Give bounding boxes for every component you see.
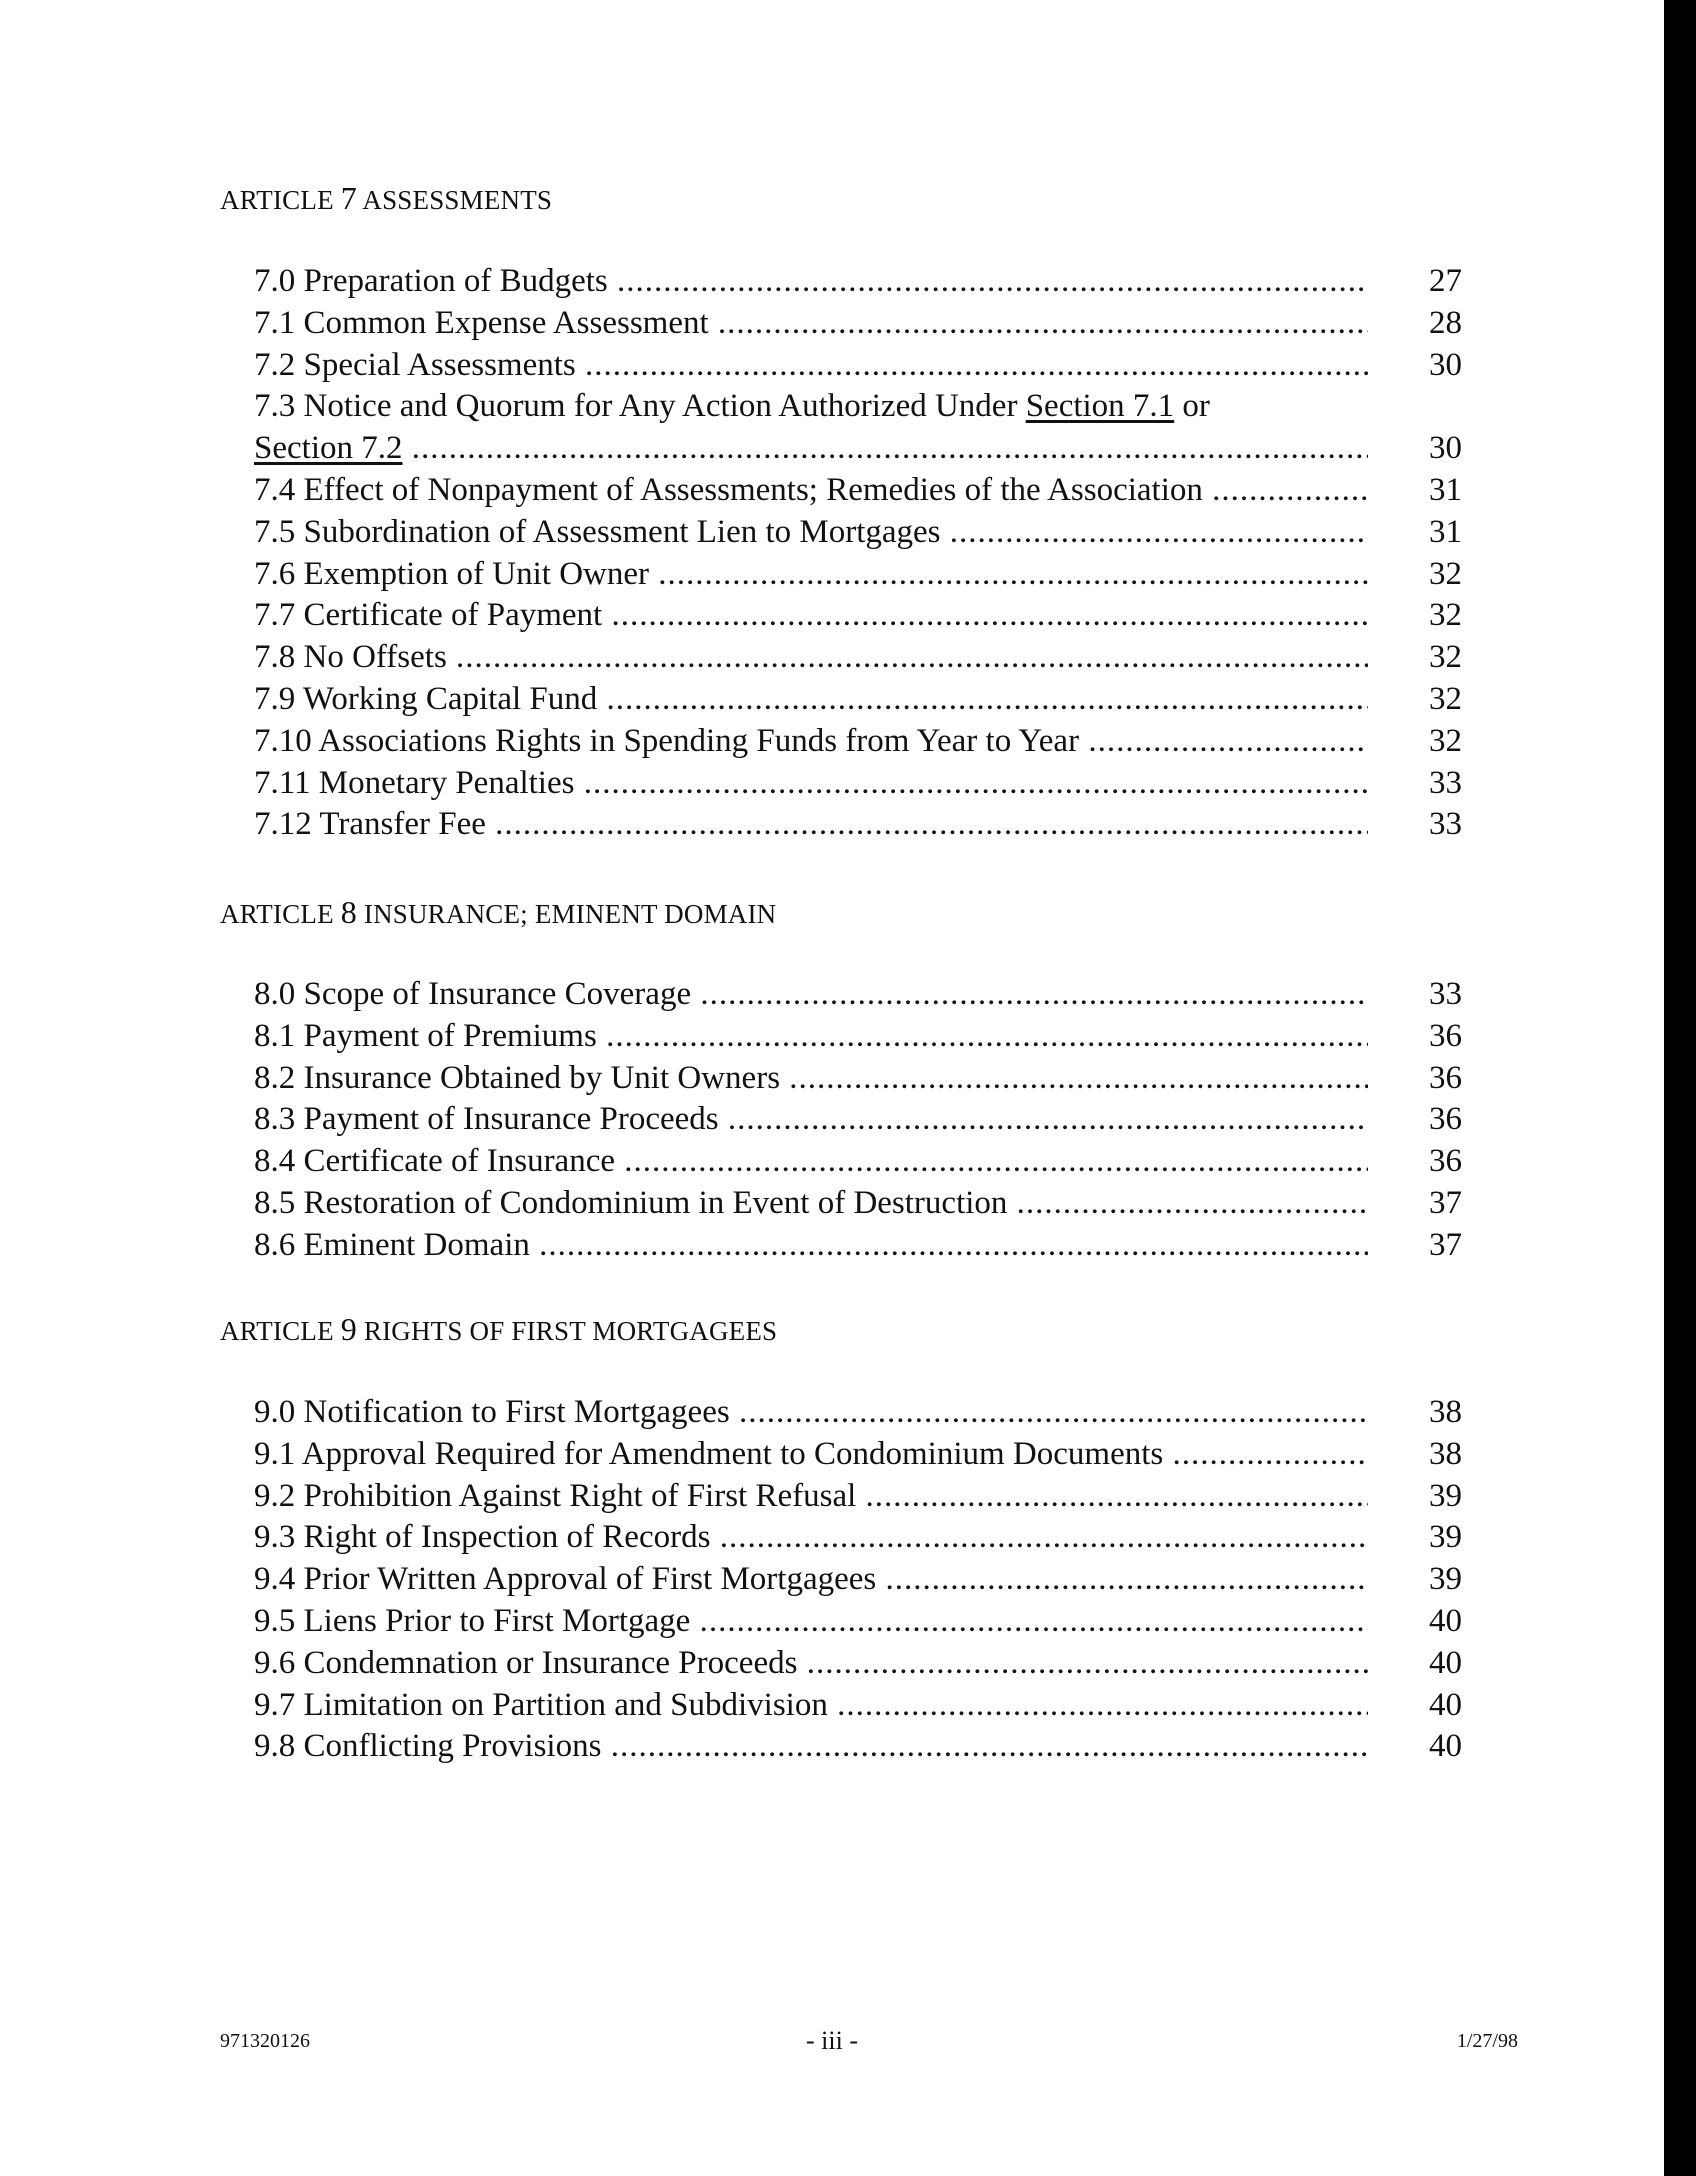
toc-entry-title: Prior Written Approval of First Mortgagees [303, 1561, 877, 1598]
toc-entry-number: 7.6 [254, 555, 296, 592]
toc-entry-title: Restoration of Condominium in Event of Destruction [303, 1184, 1008, 1221]
toc-entry[interactable] [254, 721, 1462, 763]
toc-entry[interactable] [254, 974, 1462, 1016]
toc-entry-page: 31 [1429, 513, 1462, 550]
toc-entry[interactable] [254, 1141, 1462, 1183]
toc-entry-page: 33 [1429, 806, 1462, 843]
toc-entry[interactable] [254, 1685, 1462, 1727]
article-title: RIGHTS OF FIRST MORTGAGEES [363, 1316, 778, 1346]
toc-entry-multiline-line2[interactable] [254, 428, 1462, 470]
toc-entry[interactable] [254, 1726, 1462, 1768]
toc-entry-number: 7.1 [254, 304, 296, 341]
toc-entry[interactable] [254, 763, 1462, 805]
toc-entry-number: 8.3 [254, 1101, 296, 1138]
toc-entry-number: 7.0 [254, 263, 296, 299]
toc-entry-page: 36 [1429, 1101, 1462, 1138]
toc-entry[interactable] [254, 1643, 1462, 1685]
toc-entry[interactable] [254, 554, 1462, 596]
toc-entry-page: 39 [1429, 1477, 1462, 1514]
toc-list-article-8 [254, 974, 1462, 1267]
toc-entry-page: 36 [1429, 1017, 1462, 1054]
toc-entry-page: 27 [1429, 263, 1462, 299]
toc-entry-page: 28 [1429, 304, 1462, 341]
toc-entry-title: Insurance Obtained by Unit Owners [303, 1059, 781, 1096]
toc-entry-page: 32 [1429, 722, 1462, 759]
toc-entry-title: Effect of Nonpayment of Assessments; Remedies of the Association [303, 471, 1203, 508]
article-number: 9 [340, 1311, 357, 1347]
toc-entry-page: 38 [1429, 1394, 1462, 1430]
toc-entry[interactable] [254, 303, 1462, 345]
toc-entry-number: 7.4 [254, 471, 296, 508]
footer-doc-number: 971320126 [220, 2030, 310, 2052]
toc-entry[interactable] [254, 345, 1462, 387]
toc-entry-multiline-line1[interactable] [254, 386, 1462, 428]
toc-entry[interactable] [254, 637, 1462, 679]
toc-entry-page: 38 [1429, 1435, 1462, 1472]
toc-entry-title: Eminent Domain [303, 1226, 530, 1263]
toc-entry[interactable] [254, 1392, 1462, 1434]
toc-entry-page: 39 [1429, 1519, 1462, 1556]
toc-entry[interactable] [254, 1099, 1462, 1141]
section-link[interactable]: Section 7.1 [1025, 388, 1175, 425]
toc-entry-number: 7.10 [254, 722, 312, 759]
toc-entry-title: Limitation on Partition and Subdivision [303, 1686, 828, 1723]
toc-entry-page: 33 [1429, 976, 1462, 1012]
toc-entry-number: 9.3 [254, 1519, 296, 1556]
toc-list-article-7 [254, 261, 1462, 846]
toc-entry-title: Approval Required for Amendment to Condominium Documents [301, 1435, 1164, 1472]
toc-entry[interactable] [254, 512, 1462, 554]
toc-entry[interactable] [254, 1016, 1462, 1058]
toc-entry-number: 7.2 [254, 346, 296, 383]
toc-entry[interactable] [254, 804, 1462, 846]
article-label: ARTICLE [220, 185, 334, 215]
toc-entry-page: 32 [1429, 639, 1462, 676]
toc-entry-number: 9.0 [254, 1394, 296, 1430]
toc-entry-title: Certificate of Insurance [303, 1143, 616, 1180]
toc-entry-number: 7.8 [254, 639, 296, 676]
toc-entry[interactable] [254, 679, 1462, 721]
toc-entry-title: Payment of Premiums [303, 1017, 597, 1054]
toc-entry-page: 36 [1429, 1143, 1462, 1180]
toc-entry[interactable] [254, 1559, 1462, 1601]
toc-entry-number: 9.2 [254, 1477, 296, 1514]
article-heading-9 [220, 1311, 777, 1348]
toc-entry-page: 31 [1429, 471, 1462, 508]
toc-entry-title: Associations Rights in Spending Funds from Year to Year [318, 722, 1080, 759]
article-label: ARTICLE [220, 899, 334, 929]
toc-entry-title: Scope of Insurance Coverage [303, 976, 692, 1012]
toc-entry-number: 7.9 [254, 680, 296, 717]
toc-entry-number: 9.1 [254, 1435, 296, 1472]
toc-entry-number: 7.11 [254, 764, 311, 801]
toc-entry-page: 33 [1429, 764, 1462, 801]
toc-entry-title: Subordination of Assessment Lien to Mortgages [303, 513, 941, 550]
toc-entry-title: Preparation of Budgets [303, 263, 608, 299]
toc-entry-page: 30 [1429, 346, 1462, 383]
toc-list-article-9 [254, 1392, 1462, 1768]
section-link[interactable]: Section 7.2 [254, 430, 403, 467]
toc-entry-number: 8.1 [254, 1017, 296, 1054]
toc-entry-number: 7.7 [254, 597, 296, 634]
toc-entry-title: Working Capital Fund [302, 680, 598, 717]
toc-entry-page: 30 [1429, 430, 1462, 467]
toc-entry-page: 40 [1429, 1644, 1462, 1681]
toc-entry[interactable] [254, 1183, 1462, 1225]
toc-entry[interactable] [254, 1476, 1462, 1518]
toc-entry-title: Transfer Fee [319, 806, 486, 843]
toc-entry-page: 37 [1429, 1184, 1462, 1221]
toc-entry-page: 40 [1429, 1602, 1462, 1639]
toc-entry-number: 7.12 [254, 806, 312, 843]
article-title: ASSESSMENTS [362, 185, 553, 215]
toc-entry[interactable] [254, 1225, 1462, 1267]
article-heading-8 [220, 894, 776, 931]
article-title: INSURANCE; EMINENT DOMAIN [363, 899, 777, 929]
toc-entry-page: 36 [1429, 1059, 1462, 1096]
toc-entry[interactable] [254, 1517, 1462, 1559]
toc-entry-title-suffix: or [1182, 388, 1210, 425]
toc-entry-title: Prohibition Against Right of First Refusal [303, 1477, 857, 1514]
toc-entry[interactable] [254, 1058, 1462, 1100]
toc-entry-number: 8.4 [254, 1143, 296, 1180]
toc-entry-title: Conflicting Provisions [303, 1728, 602, 1765]
toc-entry-title: Special Assessments [303, 346, 576, 383]
toc-entry-number: 9.8 [254, 1728, 296, 1765]
toc-entry-number: 9.6 [254, 1644, 296, 1681]
toc-entry[interactable] [254, 261, 1462, 303]
toc-entry[interactable] [254, 595, 1462, 637]
toc-entry-page: 39 [1429, 1561, 1462, 1598]
toc-entry-title: Notification to First Mortgagees [303, 1394, 730, 1430]
toc-entry-page: 32 [1429, 680, 1462, 717]
toc-entry-number: 9.7 [254, 1686, 296, 1723]
toc-entry-page: 32 [1429, 597, 1462, 634]
toc-entry-title-prefix: Notice and Quorum for Any Action Authorized Under [303, 388, 1018, 425]
toc-entry-number: 7.5 [254, 513, 296, 550]
article-heading-7 [220, 180, 552, 217]
toc-entry-title: Monetary Penalties [318, 764, 575, 801]
toc-entry-title: Condemnation or Insurance Proceeds [303, 1644, 798, 1681]
toc-entry-title: Payment of Insurance Proceeds [303, 1101, 719, 1138]
footer-page-label: - iii - [806, 2026, 858, 2055]
toc-entry-number: 8.0 [254, 976, 296, 1012]
toc-entry[interactable] [254, 1601, 1462, 1643]
toc-entry-title: Right of Inspection of Records [303, 1519, 711, 1556]
toc-entry-page: 37 [1429, 1226, 1462, 1263]
toc-entry-number: 8.5 [254, 1184, 296, 1221]
toc-entry[interactable] [254, 470, 1462, 512]
footer-date: 1/27/98 [1456, 2030, 1518, 2052]
toc-entry-number: 8.6 [254, 1226, 296, 1263]
article-label: ARTICLE [220, 1316, 334, 1346]
toc-entry-page: 32 [1429, 555, 1462, 592]
toc-entry-number: 9.4 [254, 1561, 296, 1598]
article-number: 8 [340, 894, 357, 930]
toc-entry[interactable] [254, 1434, 1462, 1476]
toc-entry-number: 8.2 [254, 1059, 296, 1096]
toc-entry-title: Certificate of Payment [303, 597, 603, 634]
toc-entry-page: 40 [1429, 1728, 1462, 1765]
scan-edge-bar [1664, 0, 1696, 2176]
article-number: 7 [340, 180, 357, 216]
toc-entry-page: 40 [1429, 1686, 1462, 1723]
toc-entry-title: Common Expense Assessment [303, 304, 709, 341]
toc-entry-title: Liens Prior to First Mortgage [303, 1602, 691, 1639]
toc-entry-number: 9.5 [254, 1602, 296, 1639]
toc-entry-title: No Offsets [303, 639, 447, 676]
toc-entry-title: Exemption of Unit Owner [303, 555, 650, 592]
toc-entry-number: 7.3 [254, 388, 296, 425]
